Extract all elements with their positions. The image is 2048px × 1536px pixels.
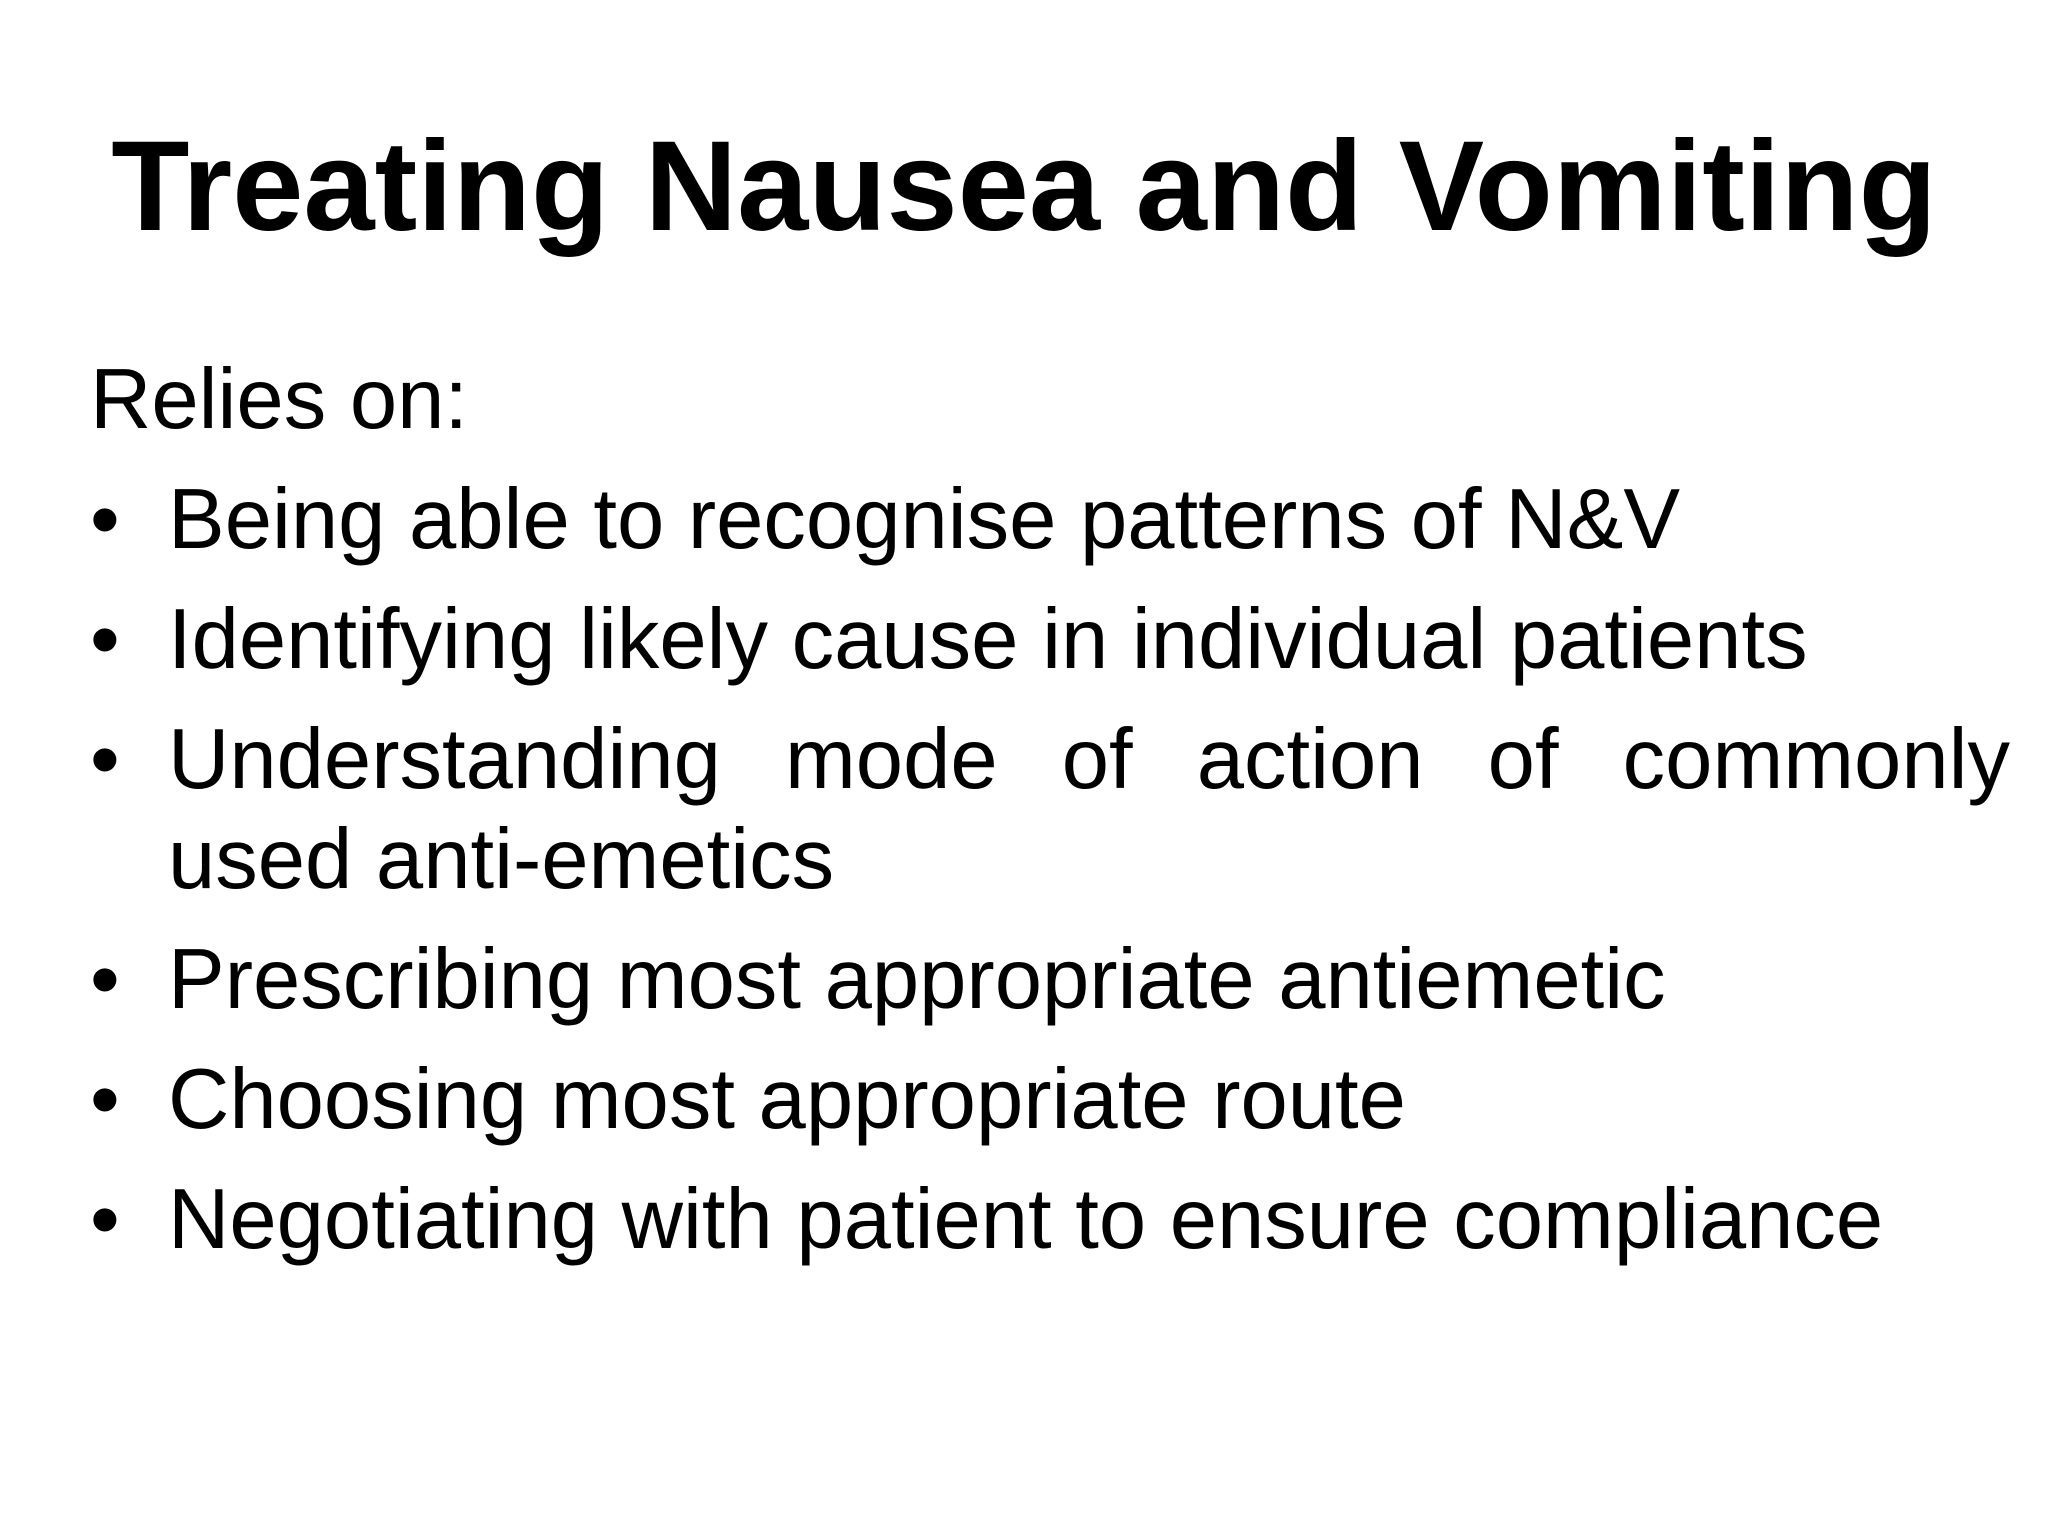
- bullet-list: [90, 470, 2010, 1270]
- intro-text: Relies on:: [90, 352, 468, 447]
- bullet-item: [90, 470, 2010, 570]
- bullet-item: [90, 590, 2010, 690]
- bullet-item: [90, 710, 2010, 910]
- bullet-text: Choosing most appropriate route: [168, 1052, 1406, 1147]
- bullet-icon: •: [90, 592, 120, 687]
- bullet-icon: •: [90, 932, 120, 1027]
- slide-body: [90, 350, 2010, 1290]
- bullet-item: [90, 1050, 2010, 1150]
- bullet-text: Understanding mode of action of commonly used anti-emetics: [168, 712, 2010, 907]
- bullet-item: [90, 1170, 2010, 1270]
- bullet-icon: •: [90, 712, 120, 807]
- bullet-text: Identifying likely cause in individual patients: [168, 592, 1808, 687]
- bullet-item: [90, 930, 2010, 1030]
- slide-title: Treating Nausea and Vomiting: [111, 115, 1937, 258]
- bullet-icon: •: [90, 472, 120, 567]
- bullet-text: Being able to recognise patterns of N&V: [168, 472, 1681, 567]
- bullet-icon: •: [90, 1172, 120, 1267]
- bullet-text: Prescribing most appropriate antiemetic: [168, 932, 1666, 1027]
- bullet-icon: •: [90, 1052, 120, 1147]
- bullet-text: Negotiating with patient to ensure compliance: [168, 1172, 1884, 1267]
